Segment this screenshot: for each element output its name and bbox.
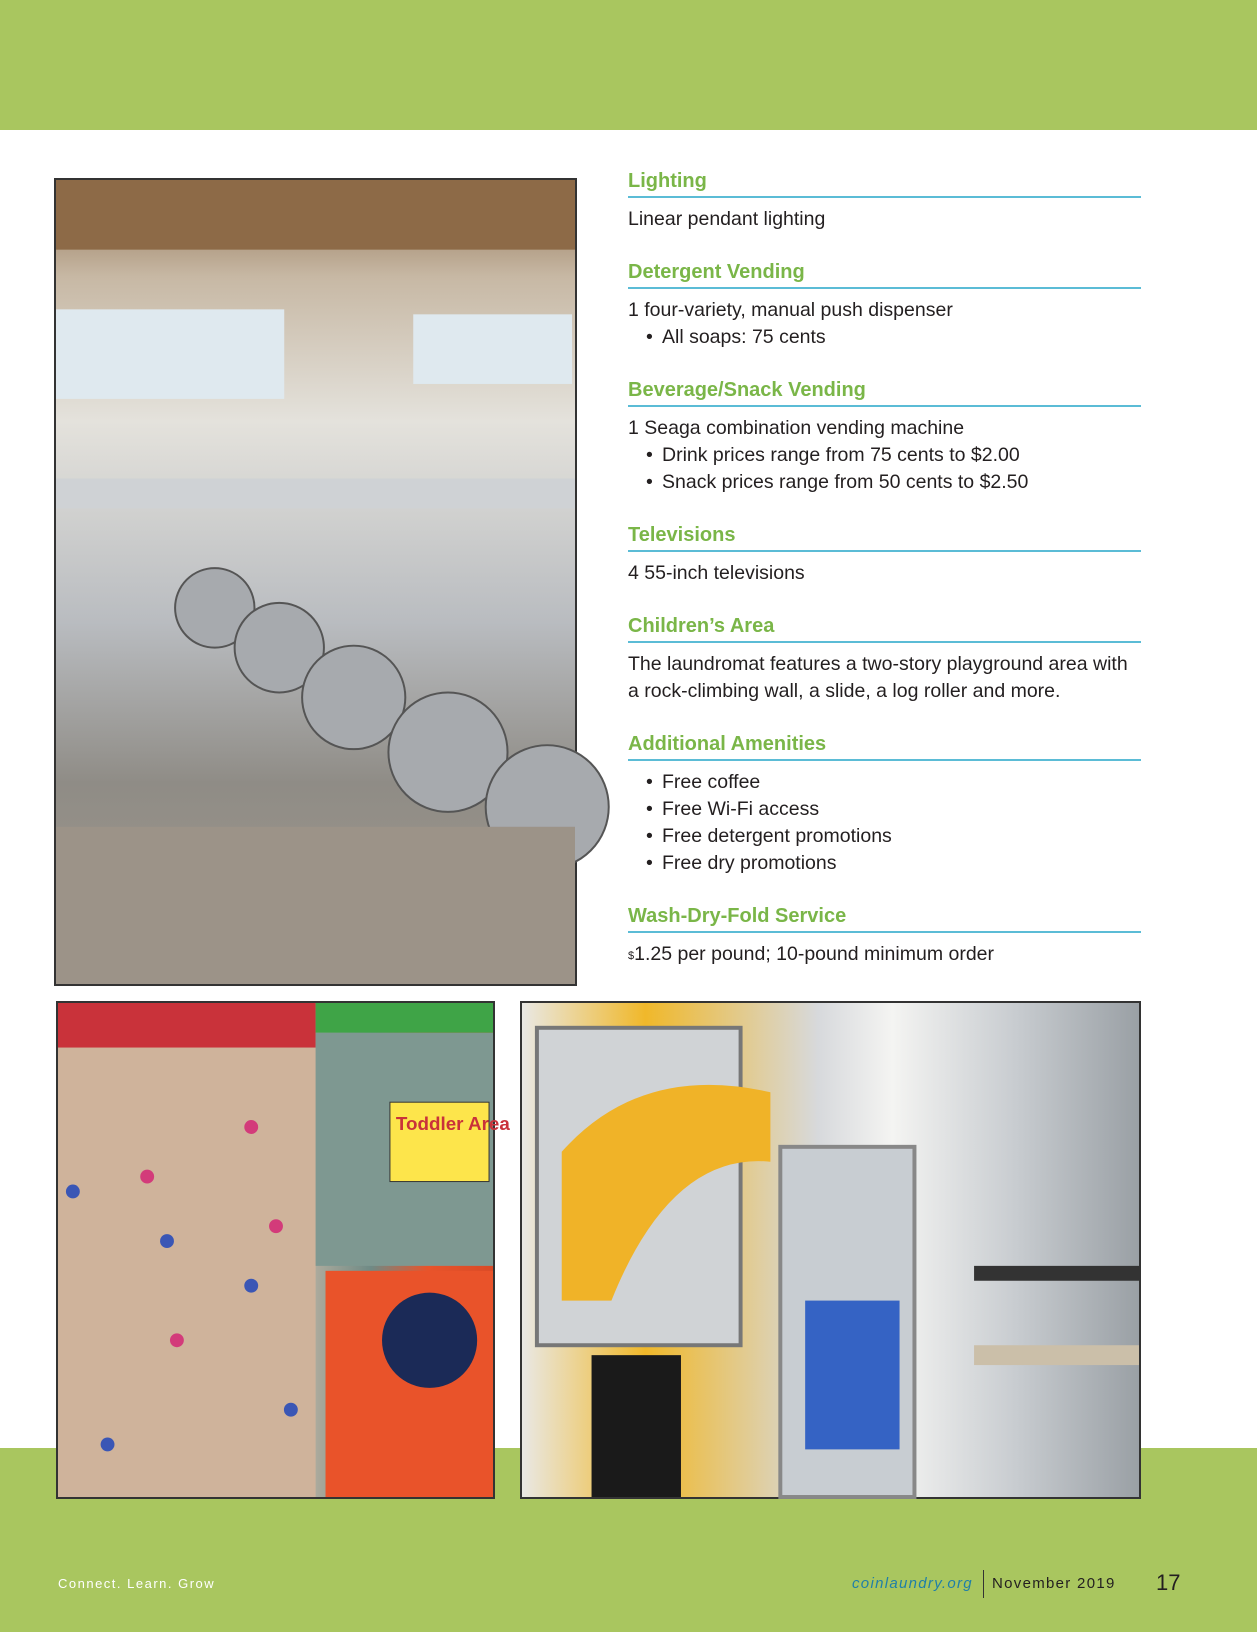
list-item: • Free dry promotions [646,850,1141,877]
section-heading: Lighting [628,170,1141,198]
list-item: • Free detergent promotions [646,823,1141,850]
section-text [628,941,1141,968]
section-televisions [628,524,1141,587]
footer-date: November 2019 [992,1575,1116,1592]
toddler-area-sign: Toddler Area [395,1112,510,1134]
price-text: 1.25 per pound; 10-pound minimum order [634,943,995,965]
section-text: 1 Seaga combination vending machine [628,417,965,439]
amenities-sidebar [628,170,1141,996]
list-item: • Free coffee [646,769,1141,796]
section-lighting [628,170,1141,233]
section-text: 1 four-variety, manual push dispenser [628,299,953,321]
list-item: • Snack prices range from 50 cents to $2.50 [646,469,1141,496]
section-heading: Additional Amenities [628,733,1141,761]
section-text: 4 55-inch televisions [628,562,805,584]
bullet-list [628,324,1141,351]
list-item: • Drink prices range from 75 cents to $2.00 [646,442,1141,469]
section-text: The laundromat features a two-story playground area with a rock-climbing wall, a slide, a log roller and more. [628,653,1128,702]
section-heading: Wash-Dry-Fold Service [628,905,1141,933]
climbing-wall-photo [56,1001,510,1499]
section-childrens-area [628,615,1141,705]
bullet-list [628,769,1141,877]
section-text: Linear pendant lighting [628,208,826,230]
section-detergent-vending [628,261,1141,351]
footer-divider [983,1570,984,1598]
page-number: 17 [1156,1570,1181,1595]
section-beverage-snack-vending [628,379,1141,496]
section-wash-dry-fold [628,905,1141,968]
play-area-photo [520,1001,1141,1499]
bullet-list [628,442,1141,496]
section-heading: Detergent Vending [628,261,1141,289]
section-heading: Children’s Area [628,615,1141,643]
laundromat-photo [54,178,577,986]
footer-tagline: Connect. Learn. Grow [58,1576,216,1591]
currency-symbol: $ [628,950,635,962]
section-additional-amenities [628,733,1141,877]
section-heading: Televisions [628,524,1141,552]
list-item: • Free Wi-Fi access [646,796,1141,823]
list-item: • All soaps: 75 cents [646,324,1141,351]
footer-site-link[interactable]: coinlaundry.org [852,1575,973,1592]
section-heading: Beverage/Snack Vending [628,379,1141,407]
top-color-band [0,0,1257,130]
